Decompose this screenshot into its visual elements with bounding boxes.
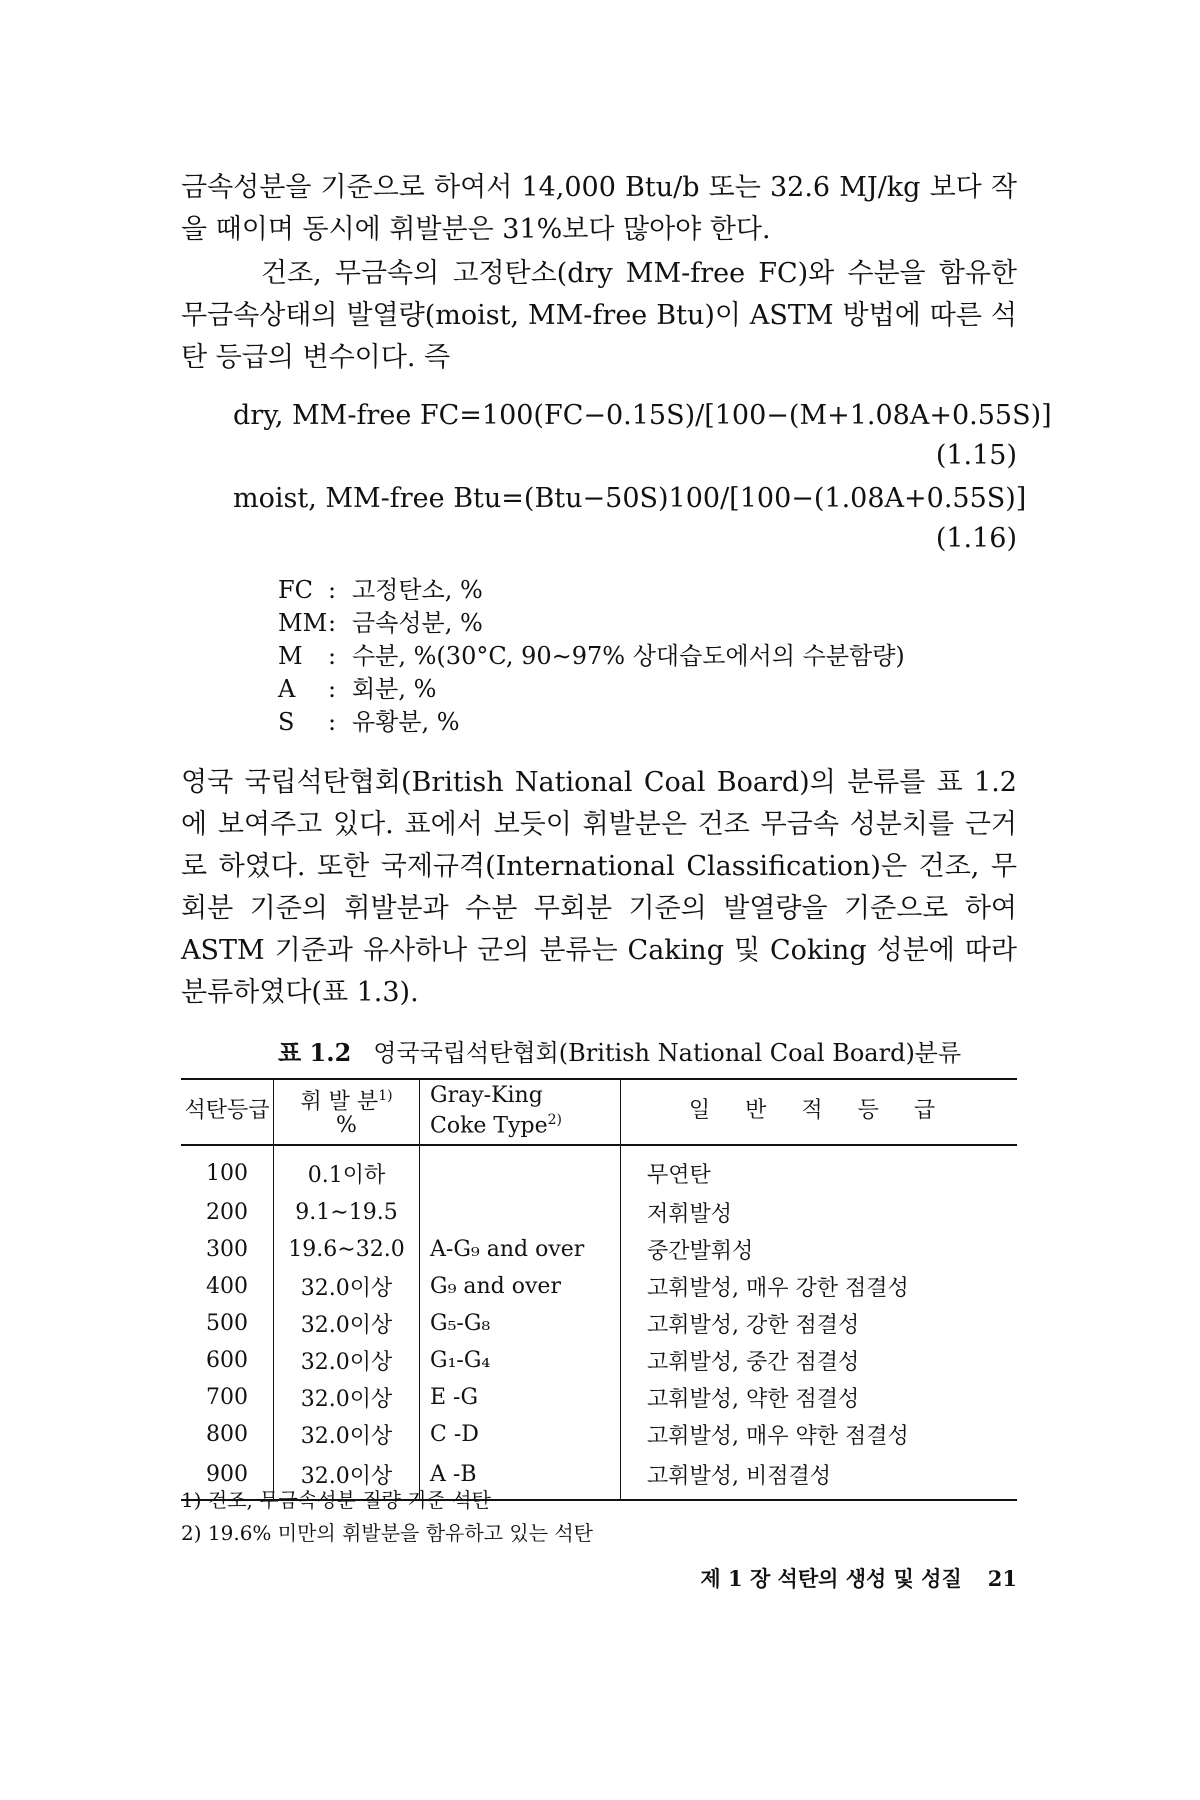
header-volatile — [274, 1079, 420, 1145]
table-row — [181, 1145, 1017, 1194]
cell-coke-type: G₁-G₄ — [420, 1342, 621, 1379]
cell-coke-type: G₉ and over — [420, 1268, 621, 1305]
table-footnotes — [181, 1484, 593, 1550]
cell-general-grade: 고휘발성, 중간 점결성 — [621, 1342, 1018, 1379]
cell-volatile: 0.1이하 — [274, 1145, 420, 1194]
definition-text: 수분, %(30°C, 90∼97% 상대습도에서의 수분함량) — [352, 642, 905, 670]
header-general-grade: 일 반 적 등 급 — [621, 1079, 1018, 1145]
definition-row: M : 수분, %(30°C, 90∼97% 상대습도에서의 수분함량) — [278, 640, 905, 673]
cell-volatile: 32.0이상 — [274, 1305, 420, 1342]
definition-text: 금속성분, % — [352, 609, 483, 637]
table-row — [181, 1416, 1017, 1453]
cell-general-grade: 중간발휘성 — [621, 1231, 1018, 1268]
cell-general-grade: 저휘발성 — [621, 1194, 1018, 1231]
paragraph-3: 영국 국립석탄협회(British National Coal Board)의 분류를 표 1.2에 보여주고 있다. 표에서 보듯이 휘발분은 건조 무금속 성분치를 근거로 하였다. 또한 국제규격(International Classification)은 건조, 무회분 기준의 휘발분과 수분 무회분 기준의 발열량을 기준으로 하여 ASTM 기준과 유사하나 군의 분류는 Caking 및 Coking 성분에 따라 분류하였다(표 1.3). — [181, 767, 1017, 1008]
definition-row: S : 유황분, % — [278, 706, 905, 739]
chapter-title: 제 1 장 석탄의 생성 및 성질 — [700, 1566, 962, 1591]
table-row — [181, 1231, 1017, 1268]
cell-volatile: 19.6∼32.0 — [274, 1231, 420, 1268]
table-caption-text: 영국국립석탄협회(British National Coal Board)분류 — [373, 1039, 962, 1067]
cell-coke-type: G₅-G₈ — [420, 1305, 621, 1342]
footnote-2: 2) 19.6% 미만의 휘발분을 함유하고 있는 석탄 — [181, 1521, 594, 1545]
cell-grade: 100 — [206, 1160, 248, 1186]
table-row — [181, 1194, 1017, 1231]
table-row — [181, 1305, 1017, 1342]
table-row — [181, 1268, 1017, 1305]
cell-coke-type — [420, 1194, 621, 1231]
cell-grade: 400 — [206, 1274, 248, 1300]
footnote-1: 1) 건조, 무금속성분 질량 기준 석탄 — [181, 1488, 491, 1512]
equation-2-number: (1.16) — [935, 523, 1017, 554]
equation-1: dry, MM-free FC=100(FC−0.15S)/[100−(M+1.08A+0.55S)] — [233, 400, 1052, 431]
definition-symbol: MM — [278, 609, 328, 637]
definition-symbol: M — [278, 642, 303, 670]
definition-symbol: A — [278, 675, 296, 703]
header-volatile-footnote-mark: 1) — [378, 1088, 393, 1104]
cell-coke-type: A -B — [420, 1453, 621, 1500]
cell-general-grade: 고휘발성, 매우 강한 점결성 — [621, 1268, 1018, 1305]
cell-general-grade: 무연탄 — [621, 1145, 1018, 1194]
cell-volatile: 9.1∼19.5 — [274, 1194, 420, 1231]
cell-coke-type — [420, 1145, 621, 1194]
cell-coke-type: C -D — [420, 1416, 621, 1453]
page-number: 21 — [987, 1566, 1017, 1591]
cell-grade: 600 — [206, 1348, 248, 1374]
header-coke-type — [420, 1079, 621, 1145]
definition-row: FC : 고정탄소, % — [278, 574, 905, 607]
cell-grade: 500 — [206, 1311, 248, 1337]
table-caption — [278, 1033, 961, 1068]
header-coke-footnote-mark: 2) — [547, 1112, 563, 1128]
cell-general-grade: 고휘발성, 강한 점결성 — [621, 1305, 1018, 1342]
header-volatile-unit: % — [336, 1113, 357, 1139]
paragraph-2-text: 건조, 무금속의 고정탄소(dry MM-free FC)와 수분을 함유한 무금속상태의 발열량(moist, MM-free Btu)이 ASTM 방법에 따른 석탄 등급의 변수이다. 즉 — [181, 258, 1017, 373]
definition-symbol: FC — [278, 576, 314, 604]
paragraph-2 — [181, 253, 1017, 379]
table-header-row — [181, 1079, 1017, 1145]
cell-grade: 700 — [206, 1385, 248, 1411]
definition-symbol: S — [278, 708, 295, 736]
cell-coke-type: E -G — [420, 1379, 621, 1416]
definition-row: MM : 금속성분, % — [278, 607, 905, 640]
cell-volatile: 32.0이상 — [274, 1416, 420, 1453]
cell-grade: 800 — [206, 1422, 248, 1448]
definition-text: 유황분, % — [352, 708, 460, 736]
cell-grade: 200 — [206, 1200, 248, 1226]
header-volatile-label: 휘 발 분 — [300, 1089, 379, 1115]
paragraph-1: 금속성분을 기준으로 하여서 14,000 Btu/b 또는 32.6 MJ/kg 보다 작을 때이며 동시에 휘발분은 31%보다 많아야 한다. — [181, 172, 1017, 245]
table-row — [181, 1342, 1017, 1379]
cell-general-grade: 고휘발성, 비점결성 — [621, 1453, 1018, 1500]
coal-classification-table — [181, 1078, 1017, 1501]
definition-text: 회분, % — [352, 675, 437, 703]
cell-volatile: 32.0이상 — [274, 1379, 420, 1416]
cell-grade: 300 — [206, 1237, 248, 1263]
header-grade: 석탄등급 — [181, 1079, 274, 1145]
table-caption-number: 표 1.2 — [278, 1038, 352, 1067]
header-coke-line1: Gray-King — [430, 1083, 543, 1108]
cell-volatile: 32.0이상 — [274, 1453, 420, 1500]
cell-volatile: 32.0이상 — [274, 1268, 420, 1305]
cell-grade: 900 — [181, 1453, 274, 1500]
cell-volatile: 32.0이상 — [274, 1342, 420, 1379]
cell-general-grade: 고휘발성, 약한 점결성 — [621, 1379, 1018, 1416]
cell-general-grade: 고휘발성, 매우 약한 점결성 — [621, 1416, 1018, 1453]
definition-row: A : 회분, % — [278, 673, 905, 706]
equation-1-number: (1.15) — [935, 440, 1017, 471]
cell-coke-type: A-G₉ and over — [420, 1231, 621, 1268]
equation-2: moist, MM-free Btu=(Btu−50S)100/[100−(1.08A+0.55S)] — [233, 483, 1027, 514]
header-coke-line2: Coke Type — [430, 1113, 548, 1139]
variable-definitions — [278, 574, 905, 739]
running-footer — [700, 1563, 1017, 1593]
table-row — [181, 1379, 1017, 1416]
definition-text: 고정탄소, % — [352, 576, 483, 604]
